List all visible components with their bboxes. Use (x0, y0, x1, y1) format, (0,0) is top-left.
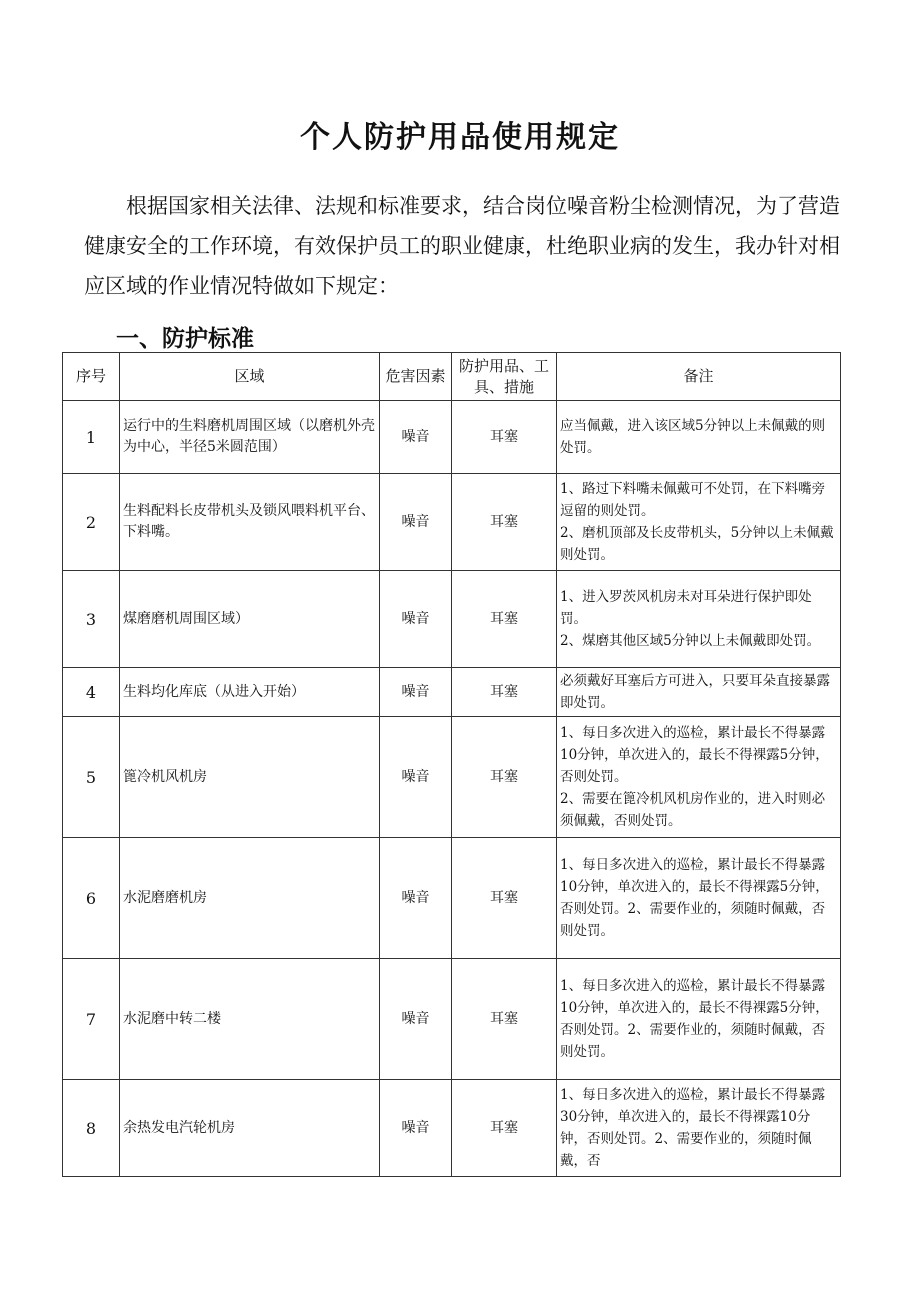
row-hazard: 噪音 (380, 838, 452, 959)
row-ppe: 耳塞 (452, 401, 557, 474)
row-notes (557, 717, 841, 838)
note-line: 1、路过下料嘴未佩戴可不处罚，在下料嘴旁逗留的则处罚。 (560, 481, 826, 519)
note-line: 1、每日多次进入的巡检，累计最长不得暴露30分钟，单次进入的，最长不得裸露10分钟，否则处罚。2、需要作业的，须随时佩戴，否 (560, 1087, 826, 1169)
row-hazard: 噪音 (380, 474, 452, 571)
table-header-row (63, 353, 841, 401)
intro-paragraph (84, 186, 840, 306)
section-heading: 一、防护标准 (116, 326, 254, 352)
note-line: 1、每日多次进入的巡检，累计最长不得暴露10分钟，单次进入的，最长不得裸露5分钟，否则处罚。2、需要作业的，须随时佩戴，否则处罚。 (560, 978, 829, 1060)
page-title: 个人防护用品使用规定 (300, 120, 620, 155)
row-notes (557, 571, 841, 668)
note-line: 必须戴好耳塞后方可进入，只要耳朵直接暴露即处罚。 (560, 673, 830, 711)
note-line: 1、每日多次进入的巡检，累计最长不得暴露10分钟，单次进入的，最长不得裸露5分钟，否则处罚。2、需要作业的，须随时佩戴，否则处罚。 (560, 857, 829, 939)
row-ppe: 耳塞 (452, 668, 557, 717)
row-number: 7 (63, 959, 120, 1080)
row-ppe: 耳塞 (452, 717, 557, 838)
table-row (63, 959, 841, 1080)
row-area: 生料配料长皮带机头及锁风喂料机平台、下料嘴。 (120, 474, 380, 571)
table-row (63, 717, 841, 838)
header-area: 区域 (120, 353, 380, 401)
table-body (63, 401, 841, 1177)
table-row (63, 1080, 841, 1177)
table-row (63, 668, 841, 717)
row-ppe: 耳塞 (452, 1080, 557, 1177)
row-hazard: 噪音 (380, 959, 452, 1080)
row-number: 6 (63, 838, 120, 959)
table-row (63, 401, 841, 474)
protection-standards-table (62, 352, 841, 1177)
row-notes (557, 959, 841, 1080)
note-line: 应当佩戴，进入该区域5分钟以上未佩戴的则处罚。 (560, 418, 826, 456)
note-line: 2、煤磨其他区域5分钟以上未佩戴即处罚。 (560, 633, 821, 649)
row-hazard: 噪音 (380, 571, 452, 668)
row-ppe: 耳塞 (452, 959, 557, 1080)
row-notes (557, 668, 841, 717)
row-ppe: 耳塞 (452, 571, 557, 668)
row-area: 煤磨磨机周围区域） (120, 571, 380, 668)
row-area: 余热发电汽轮机房 (120, 1080, 380, 1177)
header-hazard: 危害因素 (380, 353, 452, 401)
row-hazard: 噪音 (380, 668, 452, 717)
row-notes (557, 401, 841, 474)
row-number: 1 (63, 401, 120, 474)
row-hazard: 噪音 (380, 401, 452, 474)
row-number: 4 (63, 668, 120, 717)
row-notes (557, 838, 841, 959)
note-line: 2、需要在篦冷机风机房作业的，进入时则必须佩戴，否则处罚。 (560, 791, 826, 829)
row-area: 水泥磨中转二楼 (120, 959, 380, 1080)
header-ppe: 防护用品、工具、措施 (452, 353, 557, 401)
row-hazard: 噪音 (380, 1080, 452, 1177)
row-number: 3 (63, 571, 120, 668)
table-row (63, 474, 841, 571)
row-ppe: 耳塞 (452, 474, 557, 571)
row-area: 生料均化库底（从进入开始） (120, 668, 380, 717)
table-row (63, 571, 841, 668)
note-line: 1、进入罗茨风机房未对耳朵进行保护即处罚。 (560, 589, 812, 627)
row-notes (557, 1080, 841, 1177)
table-row (63, 838, 841, 959)
note-line: 2、磨机顶部及长皮带机头，5分钟以上未佩戴则处罚。 (560, 525, 834, 563)
header-notes: 备注 (557, 353, 841, 401)
note-line: 1、每日多次进入的巡检，累计最长不得暴露10分钟，单次进入的，最长不得裸露5分钟，否则处罚。 (560, 725, 829, 785)
row-notes (557, 474, 841, 571)
header-no: 序号 (63, 353, 120, 401)
row-area: 篦冷机风机房 (120, 717, 380, 838)
row-ppe: 耳塞 (452, 838, 557, 959)
row-number: 5 (63, 717, 120, 838)
row-number: 8 (63, 1080, 120, 1177)
row-number: 2 (63, 474, 120, 571)
intro-text: 根据国家相关法律、法规和标准要求，结合岗位噪音粉尘检测情况，为了营造健康安全的工作环境，有效保护员工的职业健康，杜绝职业病的发生，我办针对相应区域的作业情况特做如下规定： (84, 194, 840, 298)
row-hazard: 噪音 (380, 717, 452, 838)
row-area: 运行中的生料磨机周围区域（以磨机外壳为中心，半径5米圆范围） (120, 401, 380, 474)
row-area: 水泥磨磨机房 (120, 838, 380, 959)
